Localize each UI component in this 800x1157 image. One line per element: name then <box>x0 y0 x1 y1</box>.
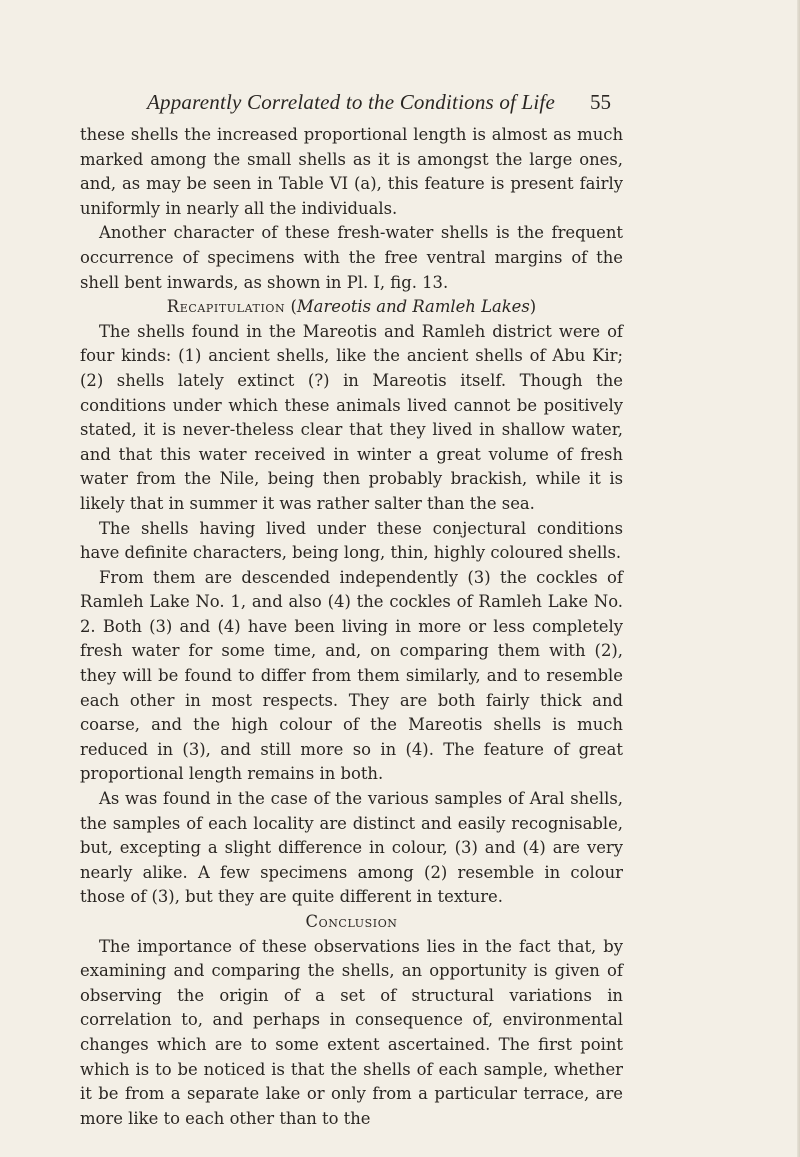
paragraph-definite-characters: The shells having lived under these conjectural conditions have definite characters, being long, thin, highly coloured shells. <box>80 518 623 563</box>
running-title: Apparently Correlated to the Conditions of Life <box>147 90 555 114</box>
paragraph-ventral-margins: Another character of these fresh-water shells is the frequent occurrence of specimens with the free ventral margins of the shell bent inwards, as shown in Pl. I, fig. 13. <box>80 223 623 292</box>
heading-paren-close: ) <box>529 297 537 317</box>
page-number: 55 <box>590 90 611 114</box>
section-heading-recapitulation <box>80 295 623 320</box>
paragraph-continuation: these shells the increased proportional length is almost as much marked among the small shells as it is amongst the large ones, and, as may be seen in Table VI (a), this feature is present fairly uniformly in nearly all the individuals. <box>80 125 623 218</box>
heading-recapitulation-label: Recapitulation <box>166 297 286 317</box>
body-text <box>80 123 623 1131</box>
paragraph-conclusion: The importance of these observations lies in the fact that, by examining and comparing the shells, an opportunity is given of observing the origin of a set of structural variations in correlation to, and perhaps in consequence of, environmental changes which are to some extent ascertained. The first point which is to be noticed is that the shells of each sample, whether it be from a separate lake or only from a particular terrace, are more like to each other than to the <box>80 936 623 1128</box>
paragraph-four-kinds: The shells found in the Mareotis and Ramleh district were of four kinds: (1) ancient shells, like the ancient shells of Abu Kir; (2) shells lately extinct (?) in Mareotis itself. Though the conditions under which these animals lived cannot be positively stated, it is never-theless clear that they lived in shallow water, and that this water received in winter a great volume of fresh water from the Nile, being then probably brackish, while it is likely that in summer it was rather salter than the sea. <box>80 321 623 513</box>
heading-paren-open: ( <box>290 297 297 317</box>
section-heading-conclusion <box>80 910 623 935</box>
heading-conclusion-label: Conclusion <box>305 912 398 931</box>
paragraph-descendants: From them are descended independently (3) the cockles of Ramleh Lake No. 1, and also (4) the cockles of Ramleh Lake No. 2. Both (3) and (4) have been living in more or less completely fresh water for some time, and, on comparing them with (2), they will be found to differ from them similarly, and to resemble each other in most respects. They are both fairly thick and coarse, and the high colour of the Mareotis shells is much reduced in (3), and still more so in (4). The feature of great proportional length remains in both. <box>80 567 623 784</box>
paragraph-aral-comparison: As was found in the case of the various samples of Aral shells, the samples of each locality are distinct and easily recognisable, but, excepting a slight difference in colour, (3) and (4) are very nearly alike. A few specimens among (2) resemble in colour those of (3), but they are quite different in texture. <box>80 789 623 907</box>
heading-recapitulation-subtitle: Mareotis and Ramleh Lakes <box>296 297 530 317</box>
running-header <box>0 87 800 117</box>
